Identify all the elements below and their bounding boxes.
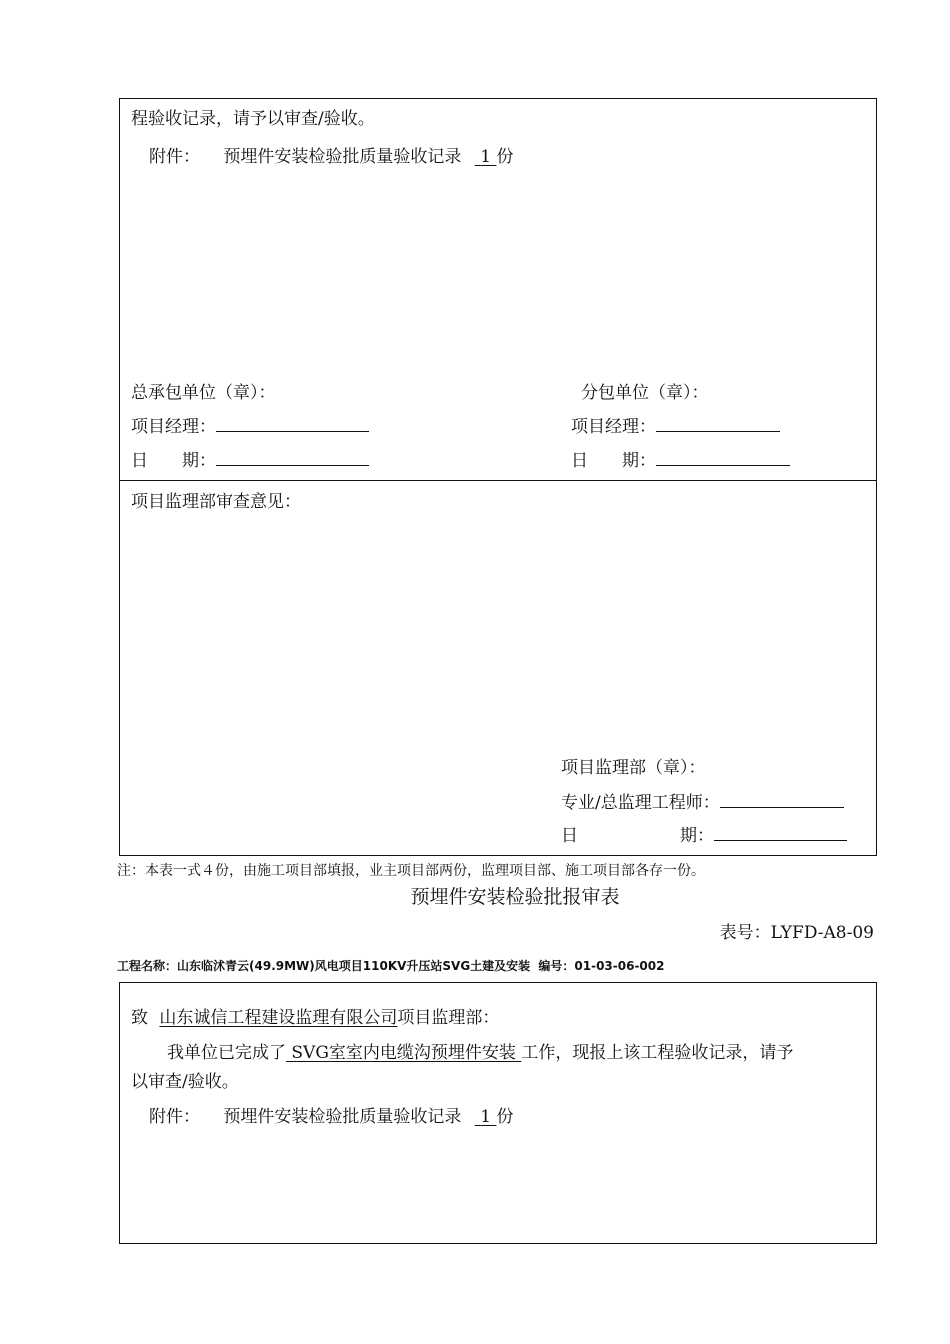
- sub-date-row: [571, 446, 790, 471]
- page-title: 预埋件安装检验批报审表: [410, 886, 620, 908]
- lower-to-suffix: 项目监理部：: [397, 1008, 500, 1028]
- sub-date-field[interactable]: [656, 451, 790, 466]
- lower-attachment-count: 1: [480, 1107, 492, 1127]
- engineer-label: 专业/总监理工程师：: [561, 793, 720, 813]
- lower-attachment-unit: 份: [496, 1107, 514, 1127]
- upper-attachment-name: 预埋件安装检验批质量验收记录: [223, 147, 462, 167]
- supervision-date-row: [561, 821, 847, 846]
- engineer-row: [561, 788, 844, 813]
- upper-text-continuation: 程验收记录，请予以审查/验收。: [131, 109, 375, 129]
- lower-to-line: [131, 1003, 499, 1028]
- lower-attachment-line: [149, 1102, 513, 1127]
- upper-form-box: [119, 98, 877, 856]
- form-number: 表号：LYFD-A8-09: [719, 923, 874, 943]
- supervision-dept-seal-label: 项目监理部（章）：: [561, 758, 706, 778]
- supervision-date-label: 日 期：: [561, 826, 714, 846]
- lower-completed-line: [167, 1038, 793, 1063]
- completed-suffix: 工作，现报上该工程验收记录，请予: [521, 1043, 794, 1063]
- subcontractor-label: 分包单位（章）：: [581, 383, 709, 403]
- supervision-opinion-label: 项目监理部审查意见：: [131, 492, 301, 512]
- lower-to-prefix: 致: [131, 1008, 148, 1028]
- supervisor-company: 山东诚信工程建设监理有限公司: [159, 1008, 398, 1028]
- lower-attachment-label: 附件：: [149, 1107, 200, 1127]
- upper-attachment-line: [149, 142, 513, 167]
- project-number-label: 编号：: [538, 959, 575, 973]
- sub-project-manager-row: [571, 412, 780, 437]
- gc-project-manager-row: [131, 412, 369, 437]
- upper-attachment-unit: 份: [496, 147, 514, 167]
- lower-attachment-name: 预埋件安装检验批质量验收记录: [223, 1107, 462, 1127]
- upper-attachment-label: 附件：: [149, 147, 200, 167]
- project-info-line: [117, 957, 664, 974]
- sub-date-label: 日 期：: [571, 451, 656, 471]
- general-contractor-label: 总承包单位（章）：: [131, 383, 276, 403]
- project-name-label: 工程名称：: [117, 959, 178, 973]
- sub-project-manager-label: 项目经理：: [571, 417, 656, 437]
- gc-date-label: 日 期：: [131, 451, 216, 471]
- gc-project-manager-field[interactable]: [216, 417, 369, 432]
- gc-date-row: [131, 446, 369, 471]
- form-note: 注：本表一式４份，由施工项目部填报，业主项目部两份，监理项目部、施工项目部各存一份。: [117, 863, 705, 879]
- gc-project-manager-label: 项目经理：: [131, 417, 216, 437]
- work-name: SVG室室内电缆沟预埋件安装: [291, 1043, 516, 1063]
- lower-completed-line2: 以审查/验收。: [131, 1072, 239, 1092]
- completed-prefix: 我单位已完成了: [167, 1043, 286, 1063]
- upper-attachment-count: 1: [480, 147, 492, 167]
- upper-form-divider: [119, 480, 877, 481]
- gc-date-field[interactable]: [216, 451, 369, 466]
- project-number-value: 01-03-06-002: [574, 959, 665, 973]
- project-name-value: 山东临沭青云(49.9MW)风电项目110KV升压站SVG土建及安装: [177, 959, 531, 973]
- supervision-date-field[interactable]: [714, 826, 847, 841]
- sub-project-manager-field[interactable]: [656, 417, 780, 432]
- engineer-field[interactable]: [720, 793, 844, 808]
